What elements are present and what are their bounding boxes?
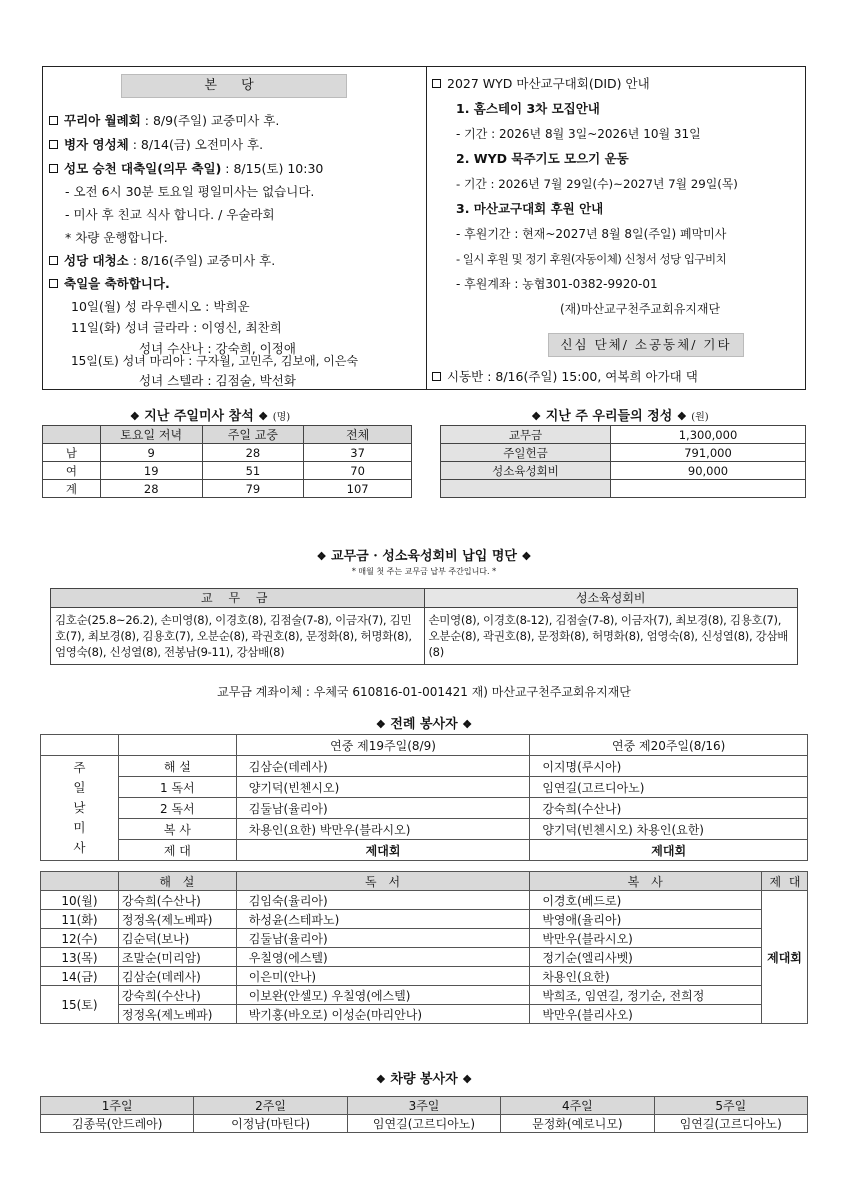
- cell: 김종묵(안드레아): [41, 1115, 194, 1133]
- header-cell: 복 사: [530, 872, 762, 891]
- cell: 성소육성회비: [441, 462, 611, 480]
- parish-title: 본 당: [121, 74, 347, 98]
- feast-line: 성녀 수산나 : 강숙희, 이정애: [139, 341, 296, 356]
- cell: 문정화(예로니모): [501, 1115, 654, 1133]
- cell: 이지명(루시아): [530, 756, 808, 777]
- cell: 28: [100, 480, 202, 498]
- cell: 강숙희(수산나): [118, 986, 236, 1005]
- day-cell: 13(목): [41, 948, 119, 967]
- checkbox-icon: [49, 279, 58, 288]
- cell: 강숙희(수산나): [530, 798, 808, 819]
- checkbox-icon: [49, 116, 58, 125]
- cell: 28: [202, 444, 304, 462]
- car-table: [40, 1096, 808, 1133]
- week-header: 연중 제19주일(8/9): [236, 735, 530, 756]
- role-cell: 복 사: [118, 819, 236, 840]
- table-row: [41, 1115, 808, 1133]
- notice-assumption: 성모 승천 대축일(의무 축일) : 8/15(토) 10:30: [49, 161, 323, 177]
- notice-communion: 병자 영성체 : 8/14(금) 오전미사 후.: [49, 137, 263, 153]
- cell: 19: [100, 462, 202, 480]
- cell: 강숙희(수산나): [118, 891, 236, 910]
- header-cell: 3주일: [347, 1097, 500, 1115]
- cell: [441, 480, 611, 498]
- cell: 1,300,000: [611, 426, 806, 444]
- table-row: [441, 462, 806, 480]
- checkbox-icon: [432, 372, 441, 381]
- diamond-icon: ❖: [375, 718, 386, 731]
- cell: 교무금: [441, 426, 611, 444]
- table-row: [41, 929, 808, 948]
- checkbox-icon: [432, 79, 441, 88]
- cell: 이경호(베드로): [530, 891, 762, 910]
- roster-table: [50, 588, 798, 665]
- group-title: 신심 단체/ 소공동체/ 기타: [548, 333, 744, 357]
- wyd-sub: - 기간 : 2026년 7월 29일(수)~2027년 7월 29일(목): [456, 177, 738, 191]
- table-row: [41, 798, 808, 819]
- cell: 박영애(율리아): [530, 910, 762, 929]
- sunday-label: 주일낮미사: [41, 756, 119, 861]
- week-header: 연중 제20주일(8/16): [530, 735, 808, 756]
- column-divider: [426, 67, 427, 389]
- role-cell: 1 독서: [118, 777, 236, 798]
- weekday-table: [40, 871, 808, 1024]
- cell: 정정옥(제노베파): [118, 910, 236, 929]
- offering-title: ❖ 지난 주 우리들의 정성 ❖ (원): [531, 409, 709, 424]
- group-note: 시동반 : 8/16(주일) 15:00, 여복희 아가대 댁: [432, 369, 698, 385]
- role-cell: 제 대: [118, 840, 236, 861]
- day-cell: 10(월): [41, 891, 119, 910]
- wyd-item-2: 2. WYD 묵주기도 모으기 운동: [456, 151, 629, 166]
- role-cell: 2 독서: [118, 798, 236, 819]
- table-row: [41, 967, 808, 986]
- wyd-sub: - 일시 후원 및 정기 후원(자동이체) 신청서 성당 입구비치: [456, 252, 727, 266]
- cell: 김삼순(데레사): [236, 756, 530, 777]
- header-cell: [43, 426, 101, 444]
- car-title: ❖ 차량 봉사자 ❖: [375, 1072, 473, 1087]
- checkbox-icon: [49, 256, 58, 265]
- cell: 제대회: [530, 840, 808, 861]
- feast-line: 11일(화) 성녀 글라라 : 이영신, 최찬희: [71, 320, 282, 335]
- table-row: [43, 444, 412, 462]
- checkbox-icon: [49, 164, 58, 173]
- notice-sub: * 차량 운행합니다.: [65, 230, 168, 245]
- table-row: [41, 777, 808, 798]
- notice-box: [42, 66, 806, 390]
- diamond-icon: ❖: [521, 550, 532, 563]
- checkbox-icon: [49, 140, 58, 149]
- feast-line: 15일(토) 성녀 마리아 : 구자월, 고민주, 김보애, 이은숙: [71, 354, 359, 368]
- cell: 이정남(마틴다): [194, 1115, 347, 1133]
- notice-curia: 꾸리아 월례회 : 8/9(주일) 교중미사 후.: [49, 113, 279, 129]
- cell: 여: [43, 462, 101, 480]
- cell: 김삼순(데레사): [118, 967, 236, 986]
- header-cell: 1주일: [41, 1097, 194, 1115]
- table-row: [41, 840, 808, 861]
- wyd-sub: - 기간 : 2026년 8월 3일~2026년 10월 31일: [456, 127, 701, 141]
- cell: 양기덕(빈첸시오) 차용인(요한): [530, 819, 808, 840]
- cell: 김둘남(율리아): [236, 798, 530, 819]
- roster-body-right: 손미영(8), 이경호(8-12), 김점술(7-8), 이금자(7), 최보경(8), 김용호(7), 오분순(8), 곽권호(8), 문정화(8), 허명화(8), 엄영숙(8), 신성열(8), 강삼배(8): [428, 613, 789, 659]
- diamond-icon: ❖: [676, 410, 687, 423]
- wyd-heading: 2027 WYD 마산교구대회(DID) 안내: [432, 76, 650, 92]
- table-row: [41, 819, 808, 840]
- feast-line: 성녀 스텔라 : 김점술, 박선화: [139, 373, 296, 388]
- table-row: [43, 480, 412, 498]
- cell: 이보완(안셀모) 우칠영(에스텔): [236, 986, 530, 1005]
- blank-cell: [41, 735, 119, 756]
- cell: 차용인(요한): [530, 967, 762, 986]
- diamond-icon: ❖: [316, 550, 327, 563]
- header-cell: 토요일 저녁: [100, 426, 202, 444]
- diamond-icon: ❖: [462, 1073, 473, 1086]
- cell: 107: [304, 480, 412, 498]
- table-row: [41, 756, 808, 777]
- roster-header-left: 교 무 금: [51, 589, 425, 607]
- notice-sub: - 오전 6시 30분 토요일 평일미사는 없습니다.: [65, 184, 315, 199]
- wyd-item-1: 1. 홈스테이 3차 모집안내: [456, 101, 600, 116]
- cell: [611, 480, 806, 498]
- table-row: [441, 426, 806, 444]
- liturgy-title: ❖ 전례 봉사자 ❖: [375, 717, 473, 732]
- diamond-icon: ❖: [258, 410, 269, 423]
- role-cell: 해 설: [118, 756, 236, 777]
- header-cell: 해 설: [118, 872, 236, 891]
- cell: 박만우(블리사오): [530, 1005, 762, 1024]
- header-cell: 독 서: [236, 872, 530, 891]
- notice-cleaning: 성당 대청소 : 8/16(주일) 교중미사 후.: [49, 253, 275, 269]
- sunday-table: [40, 734, 808, 861]
- table-row: [41, 910, 808, 929]
- cell: 김임숙(율리아): [236, 891, 530, 910]
- feast-line: 10일(월) 성 라우렌시오 : 박희운: [71, 299, 250, 314]
- cell: 70: [304, 462, 412, 480]
- cell: 남: [43, 444, 101, 462]
- notice-feast: 축일을 축하합니다.: [49, 276, 170, 292]
- diamond-icon: ❖: [129, 410, 140, 423]
- header-cell: 2주일: [194, 1097, 347, 1115]
- table-row: [41, 948, 808, 967]
- header-cell: 4주일: [501, 1097, 654, 1115]
- day-cell: 12(수): [41, 929, 119, 948]
- roster-note: * 매월 첫 주는 교무금 납부 주간입니다. *: [351, 567, 497, 576]
- header-cell: 주일 교중: [202, 426, 304, 444]
- table-row: [441, 480, 806, 498]
- altar-cell: 제대회: [762, 891, 808, 1024]
- table-row: [441, 444, 806, 462]
- wyd-sub: (재)마산교구천주교회유지재단: [560, 302, 721, 316]
- cell: 51: [202, 462, 304, 480]
- cell: 이은미(안나): [236, 967, 530, 986]
- diamond-icon: ❖: [462, 718, 473, 731]
- table-row: [41, 891, 808, 910]
- offering-table: [440, 425, 806, 498]
- account-info: 교무금 계좌이체 : 우체국 610816-01-001421 재) 마산교구천주교회유지재단: [217, 685, 631, 699]
- cell: 박기홍(바오로) 이성순(마리안나): [236, 1005, 530, 1024]
- day-cell: 14(금): [41, 967, 119, 986]
- cell: 하성윤(스테파노): [236, 910, 530, 929]
- cell: 임연길(고르디아노): [654, 1115, 807, 1133]
- cell: 제대회: [236, 840, 530, 861]
- header-cell: 5주일: [654, 1097, 807, 1115]
- table-row: [41, 1005, 808, 1024]
- roster-header-right: 성소육성회비: [425, 589, 798, 607]
- table-row: [41, 986, 808, 1005]
- cell: 79: [202, 480, 304, 498]
- cell: 정정옥(제노베파): [118, 1005, 236, 1024]
- header-cell: [41, 872, 119, 891]
- cell: 정기순(엘리사벳): [530, 948, 762, 967]
- cell: 박만우(블라시오): [530, 929, 762, 948]
- cell: 9: [100, 444, 202, 462]
- wyd-sub: - 후원기간 : 현재~2027년 8월 8일(주일) 폐막미사: [456, 227, 727, 241]
- cell: 김순덕(보나): [118, 929, 236, 948]
- attendance-table: [42, 425, 412, 498]
- cell: 박희조, 임연길, 정기순, 전희정: [530, 986, 762, 1005]
- table-row: [43, 462, 412, 480]
- blank-cell: [118, 735, 236, 756]
- cell: 차용인(요한) 박만우(블라시오): [236, 819, 530, 840]
- cell: 임연길(고르디아노): [347, 1115, 500, 1133]
- roster-body-left: 김호순(25.8~26.2), 손미영(8), 이경호(8), 김점술(7-8), 이금자(7), 김민호(7), 최보경(8), 김용호(7), 오분순(8), 곽권호(8), 문정화(8), 허명화(8), 엄영숙(8), 신성열(8), 전봉남(9-11), 강삼배(8): [51, 608, 425, 664]
- header-cell: 전체: [304, 426, 412, 444]
- cell: 90,000: [611, 462, 806, 480]
- wyd-sub: - 후원계좌 : 농협301-0382-9920-01: [456, 277, 658, 291]
- cell: 791,000: [611, 444, 806, 462]
- cell: 임연길(고르디아노): [530, 777, 808, 798]
- roster-title: ❖ 교무금 · 성소육성회비 납입 명단 ❖: [316, 549, 532, 564]
- cell: 우칠영(에스텔): [236, 948, 530, 967]
- cell: 37: [304, 444, 412, 462]
- diamond-icon: ❖: [375, 1073, 386, 1086]
- header-cell: 제 대: [762, 872, 808, 891]
- wyd-item-3: 3. 마산교구대회 후원 안내: [456, 201, 604, 216]
- cell: 양기덕(빈첸시오): [236, 777, 530, 798]
- diamond-icon: ❖: [531, 410, 542, 423]
- day-cell: 11(화): [41, 910, 119, 929]
- notice-sub: - 미사 후 친교 식사 합니다. / 우술라회: [65, 207, 275, 222]
- day-cell: 15(토): [41, 986, 119, 1024]
- cell: 계: [43, 480, 101, 498]
- cell: 조말순(미리암): [118, 948, 236, 967]
- cell: 주일헌금: [441, 444, 611, 462]
- attendance-title: ❖ 지난 주일미사 참석 ❖ (명): [129, 409, 291, 424]
- cell: 김둘남(율리아): [236, 929, 530, 948]
